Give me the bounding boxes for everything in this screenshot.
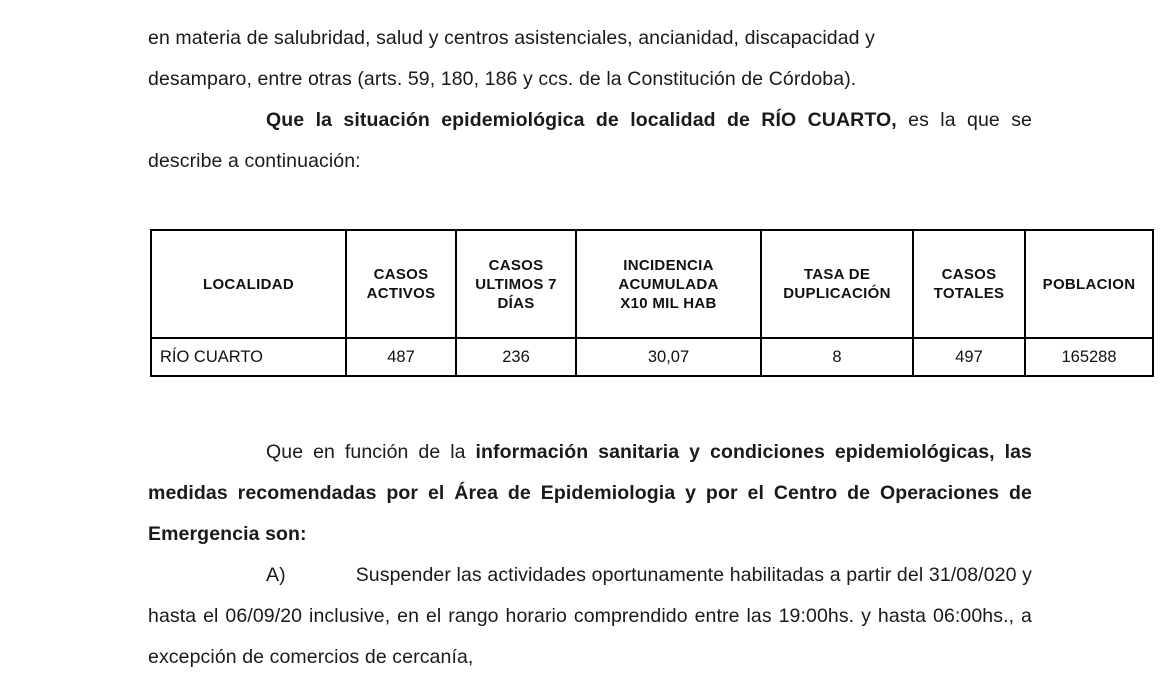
header-text: LOCALIDAD [202, 275, 295, 293]
header-text-line1: CASOS [488, 256, 544, 274]
bottom-text-block [148, 432, 1032, 678]
header-text-line2: ACUMULADA [618, 275, 719, 293]
header-text-line3: X10 MIL HAB [620, 294, 717, 312]
header-text-line2: TOTALES [933, 285, 1005, 302]
table-header-incidencia-acumulada [576, 230, 761, 338]
header-text: POBLACION [1042, 275, 1136, 293]
paragraph-lead-funcion: Que en función de la [266, 441, 476, 463]
cell-casos-ultimos-7-dias: 236 [456, 338, 576, 376]
paragraph-line-2: desamparo, entre otras (arts. 59, 180, 186 y ccs. de la Constitución de Córdoba). [148, 68, 857, 90]
table-body [151, 338, 1153, 376]
paragraph-constitucion-line2 [148, 59, 1032, 100]
paragraph-constitucion [148, 18, 1032, 59]
paragraph-text-item-a: Suspender las actividades oportunamente habilitadas a partir del 31/08/020 y hasta el 06/09/20 inclusive, en el rango horario comprendido entre las 19:00hs. y hasta 06:00hs., a excepción de comercios de cercanía, [148, 564, 1032, 668]
paragraph-situacion-epidemiologica [148, 100, 1032, 182]
header-text-line1: INCIDENCIA [623, 256, 714, 274]
table-header-poblacion [1025, 230, 1153, 338]
cell-localidad: RÍO CUARTO [151, 338, 346, 376]
table-header-casos-totales [913, 230, 1025, 338]
paragraph-rest-situacion: es la que se describe a continuación: [148, 109, 1032, 172]
cell-incidencia-acumulada: 30,07 [576, 338, 761, 376]
header-text-line2: ACTIVOS [366, 285, 436, 302]
paragraph-item-a [148, 555, 1032, 678]
table-header [151, 230, 1153, 338]
top-text-block [148, 18, 1032, 182]
paragraph-medidas-recomendadas [148, 432, 1032, 555]
header-text-line2: DUPLICACIÓN [783, 285, 891, 302]
header-text-line1: CASOS [941, 266, 997, 283]
cell-poblacion: 165288 [1025, 338, 1153, 376]
paragraph-bold-situacion: Que la situación epidemiológica de localidad de RÍO CUARTO, [266, 109, 897, 131]
table-row [151, 338, 1153, 376]
header-text-line1: CASOS [373, 266, 429, 283]
list-item-marker-a: A) [266, 564, 286, 586]
epidemiology-table-wrapper [150, 229, 1136, 377]
table-header-localidad [151, 230, 346, 338]
header-text-line3: DÍAS [497, 294, 535, 312]
table-header-casos-activos [346, 230, 456, 338]
table-header-row [151, 230, 1153, 338]
epidemiology-table [150, 229, 1154, 377]
paragraph-line-1: en materia de salubridad, salud y centros asistenciales, ancianidad, discapacidad y [148, 27, 875, 49]
header-text-line1: TASA DE [803, 266, 871, 283]
cell-casos-totales: 497 [913, 338, 1025, 376]
cell-casos-activos: 487 [346, 338, 456, 376]
table-header-tasa-duplicacion [761, 230, 913, 338]
cell-tasa-duplicacion: 8 [761, 338, 913, 376]
header-text-line2: ULTIMOS 7 [475, 275, 557, 293]
paragraph-bold-medidas: información sanitaria y condiciones epidemiológicas, las medidas recomendadas por el Área de Epidemiologia y por el Centro de Operaciones de Emergencia son: [148, 441, 1032, 545]
table-header-casos-ultimos-7-dias [456, 230, 576, 338]
